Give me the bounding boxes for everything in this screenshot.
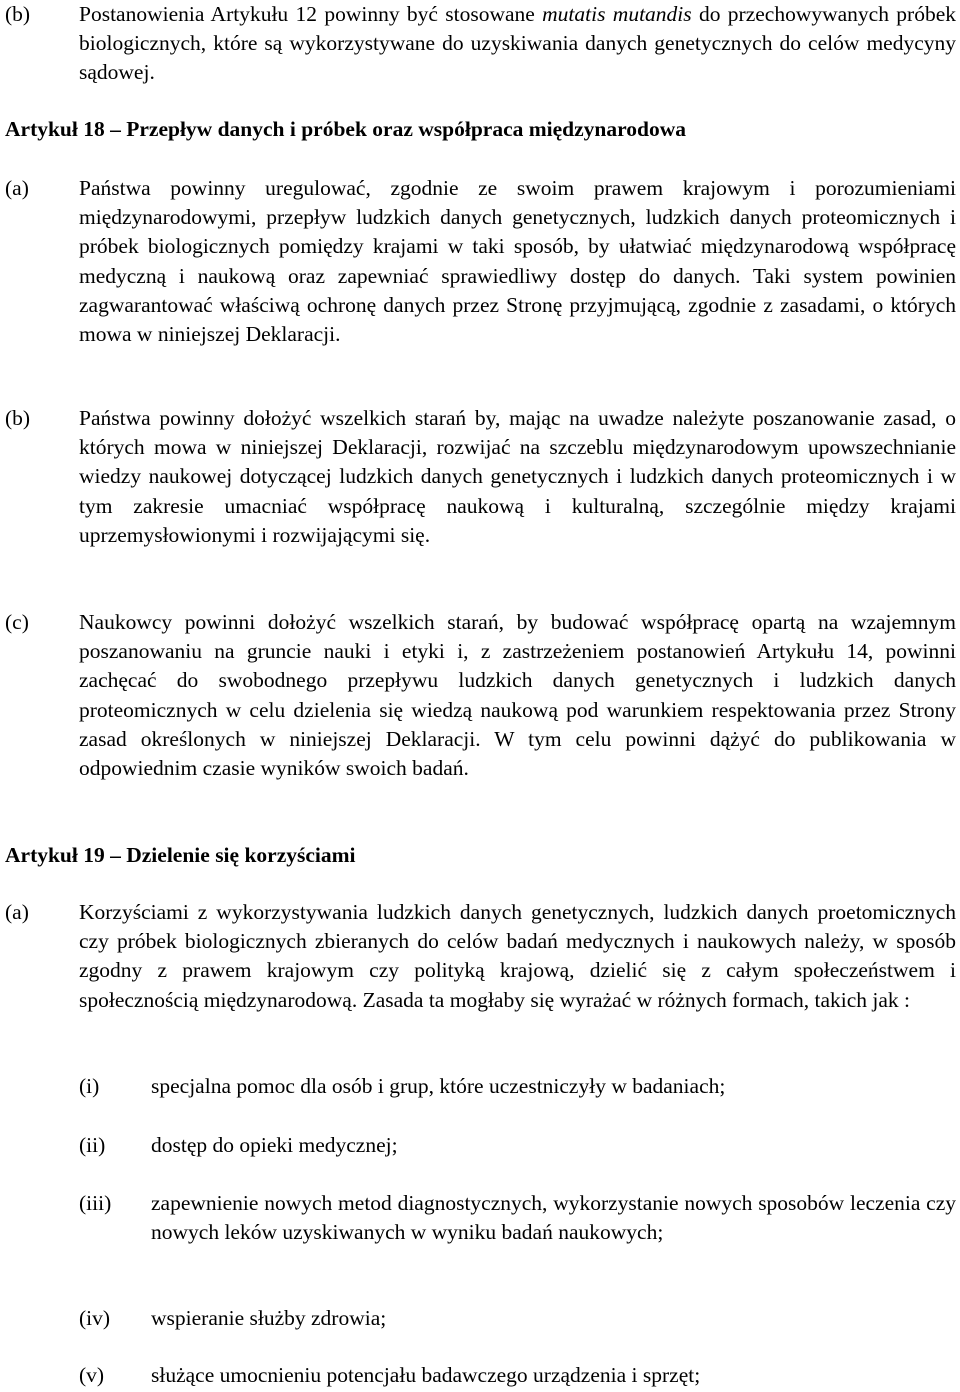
paragraph-text: Naukowcy powinni dołożyć wszelkich starań, by budować współpracę opartą na wzajemnym poszanowaniu na gruncie nauki i etyki i, z zastrzeżeniem postanowień Artykułu 14, powinni zachęcać do swobodnego przepływu ludzkich danych genetycznych i ludzkich danych proteomicznych w celu dzielenia się wiedzą naukową pod warunkiem respektowania przez Strony zasad określonych w niniejszej Deklaracji. W tym celu powinni dążyć do publikowania w odpowiednim czasie wyników swoich badań. xyxy=(79,610,956,781)
article-19-heading: Artykuł 19 – Dzielenie się korzyściami xyxy=(5,843,356,867)
paragraph-label: (a) xyxy=(5,900,29,924)
paragraph-label: (b) xyxy=(5,2,31,26)
list-item-text: zapewnienie nowych metod diagnostycznych, wykorzystanie nowych sposobów leczenia czy nowych leków uzyskiwanych w wyniku badań naukowych; xyxy=(151,1191,956,1245)
list-item-text: dostęp do opieki medycznej; xyxy=(151,1133,398,1157)
list-item xyxy=(0,1304,956,1333)
article-19-paragraph-a xyxy=(0,898,956,1015)
paragraph-text: Państwa powinny uregulować, zgodnie ze swoim prawem krajowym i porozumieniami międzynarodowymi, przepływ ludzkich danych genetycznych, ludzkich danych proteomicznych i próbek biologicznych pomiędzy krajami w taki sposób, by ułatwiać międzynarodową współpracę medyczną i naukową oraz zapewniać sprawiedliwy dostęp do danych. Taki system powinien zagwarantować właściwą ochronę danych przez Stronę przyjmującą, zgodnie z zasadami, o których mowa w niniejszej Deklaracji. xyxy=(79,176,956,347)
article-18-paragraph-b xyxy=(0,404,956,550)
list-item-label: (iii) xyxy=(79,1191,112,1215)
paragraph-label: (a) xyxy=(5,176,29,200)
list-item-label: (i) xyxy=(79,1074,100,1098)
paragraph-text: Państwa powinny dołożyć wszelkich starań by, mając na uwadze należyte poszanowanie zasad, o których mowa w niniejszej Deklaracji, rozwijać na szczeblu międzynarodowym upowszechnianie wiedzy naukowej dotyczącej ludzkich danych genetycznych i ludzkich danych proteomicznych i w tym zakresie umacniać współpracę naukową i kulturalną, szczególnie między krajami uprzemysłowionymi i rozwijającymi się. xyxy=(79,406,956,547)
list-item-label: (iv) xyxy=(79,1306,111,1330)
list-item xyxy=(0,1189,956,1247)
paragraph-text: Korzyściami z wykorzystywania ludzkich danych genetycznych, ludzkich danych proetomicznych czy próbek biologicznych zbieranych do celów badań medycznych i naukowych należy, w sposób zgodny z prawem krajowym czy polityką krajową, dzielić się z całym społeczeństwem i społecznością międzynarodową. Zasada ta mogłaby się wyrażać w różnych formach, takich jak : xyxy=(79,900,956,1012)
text-segment: do przechowywanych próbek biologicznych, które są wykorzystywane do uzyskiwania danych genetycznych do celów medycyny sądowej. xyxy=(79,2,956,85)
article-18-paragraph-a xyxy=(0,174,956,349)
article-12-paragraph-b xyxy=(0,0,956,88)
list-item-text: specjalna pomoc dla osób i grup, które uczestniczyły w badaniach; xyxy=(151,1074,726,1098)
paragraph-text xyxy=(79,0,956,88)
list-item-text: służące umocnieniu potencjału badawczego urządzenia i sprzęt; xyxy=(151,1363,701,1387)
list-item-label: (v) xyxy=(79,1363,105,1387)
article-18-heading: Artykuł 18 – Przepływ danych i próbek oraz współpraca międzynarodowa xyxy=(5,117,687,141)
list-item-label: (ii) xyxy=(79,1133,106,1157)
text-segment: Postanowienia Artykułu 12 powinny być stosowane xyxy=(79,2,543,26)
paragraph-label: (c) xyxy=(5,610,29,634)
paragraph-label: (b) xyxy=(5,406,31,430)
list-item xyxy=(0,1361,956,1390)
list-item xyxy=(0,1072,956,1101)
list-item-text: wspieranie służby zdrowia; xyxy=(151,1306,387,1330)
italic-phrase: mutatis mutandis xyxy=(542,2,692,26)
article-18-paragraph-c xyxy=(0,608,956,783)
list-item xyxy=(0,1131,956,1160)
